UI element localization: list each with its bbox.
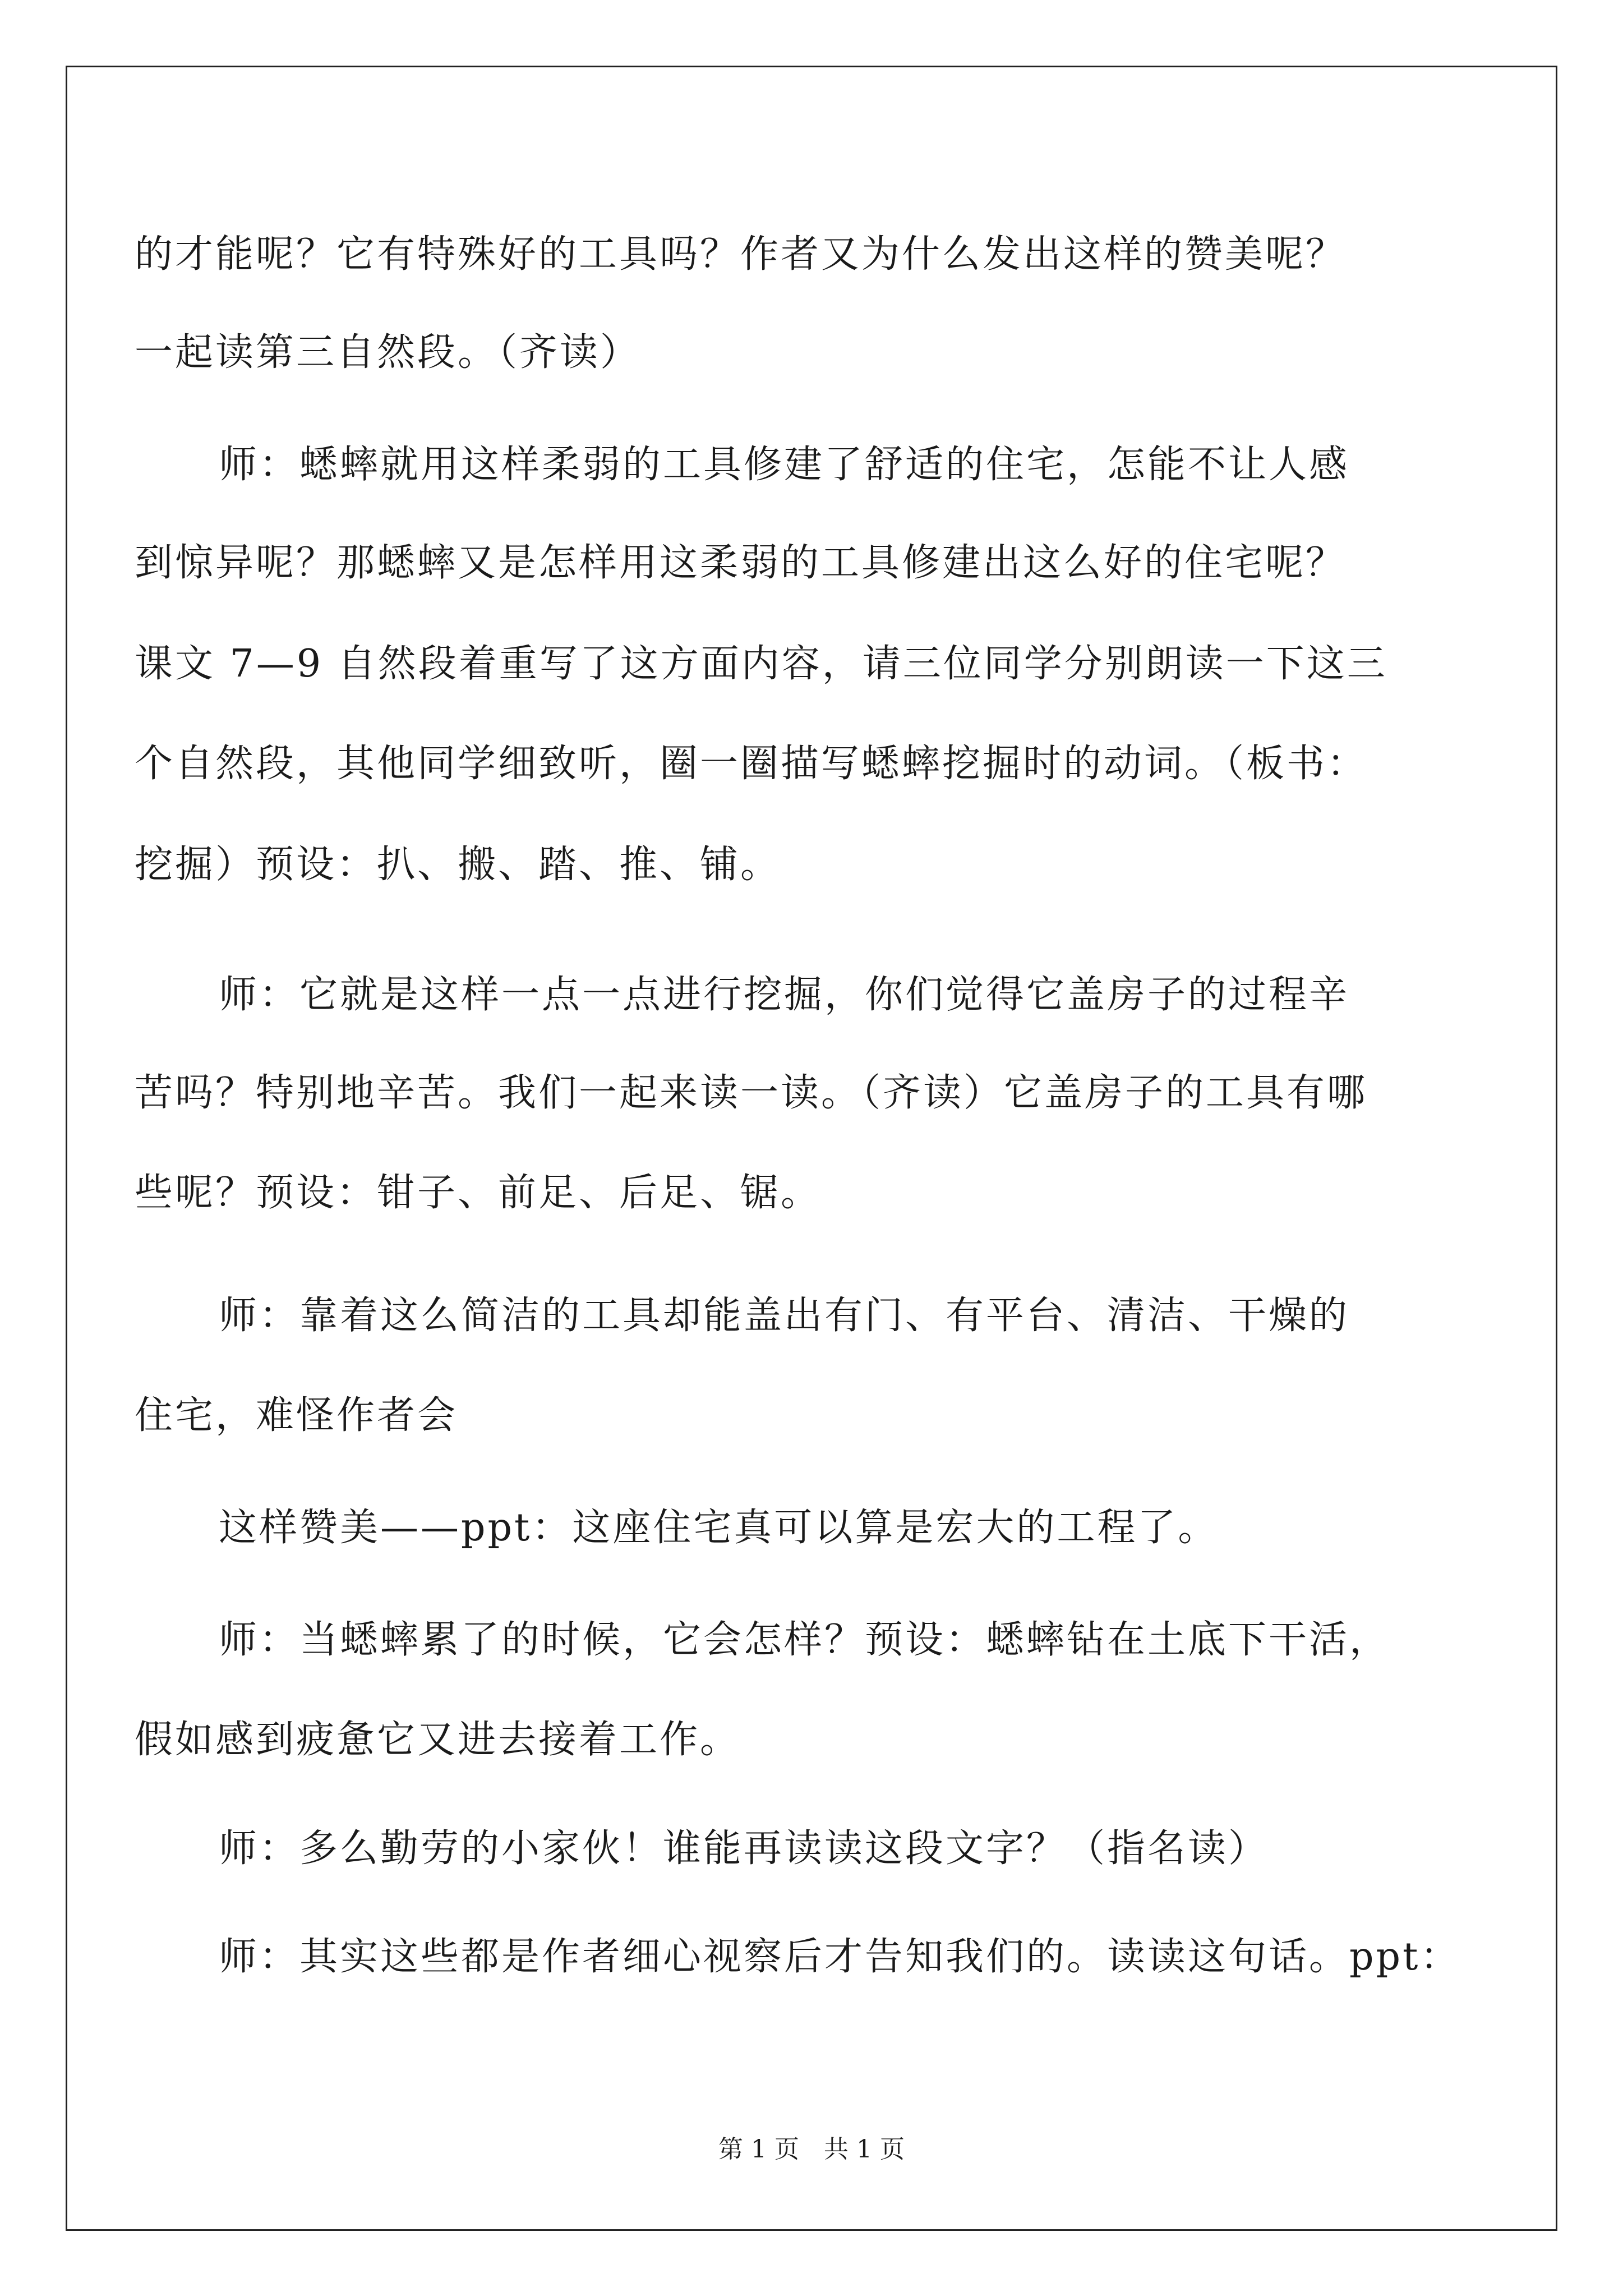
- text-line: 师：多么勤劳的小家伙！谁能再读读这段文字？（指名读）: [219, 1826, 1269, 1871]
- text-line: 苦吗？特别地辛苦。我们一起来读一读。（齐读）它盖房子的工具有哪: [135, 1071, 1368, 1115]
- text-line: 些呢？预设：钳子、前足、后足、锯。: [135, 1171, 822, 1215]
- text-line: 到惊异呢？那蟋蟀又是怎样用这柔弱的工具修建出这么好的住宅呢？: [135, 541, 1347, 585]
- text-line: 师：当蟋蟀累了的时候，它会怎样？预设：蟋蟀钻在土底下干活，: [219, 1618, 1390, 1662]
- text-line: 师：靠着这么简洁的工具却能盖出有门、有平台、清洁、干燥的: [219, 1294, 1350, 1338]
- text-line: 师：它就是这样一点一点进行挖掘，你们觉得它盖房子的过程辛: [219, 973, 1350, 1017]
- page-footer: 第 1 页 共 1 页: [718, 2135, 905, 2164]
- text-line: 住宅，难怪作者会: [135, 1393, 458, 1438]
- text-line: 师：其实这些都是作者细心视察后才告知我们的。读读这句话。ppt：: [219, 1935, 1461, 1979]
- text-line: 个自然段，其他同学细致听，圈一圈描写蟋蟀挖掘时的动词。（板书：: [135, 742, 1368, 786]
- text-line: 的才能呢？它有特殊好的工具吗？作者又为什么发出这样的赞美呢？: [135, 232, 1347, 277]
- text-line: 假如感到疲惫它又进去接着工作。: [135, 1718, 741, 1762]
- page-border: [66, 66, 1557, 2231]
- text-line: 一起读第三自然段。（齐读）: [135, 330, 641, 375]
- text-line: 课文 7—9 自然段着重写了这方面内容，请三位同学分别朗读一下这三: [135, 642, 1387, 686]
- text-line: 挖掘）预设：扒、搬、踏、推、铺。: [135, 843, 781, 887]
- text-line: 这样赞美——ppt：这座住宅真可以算是宏大的工程了。: [219, 1506, 1219, 1550]
- text-line: 师：蟋蟀就用这样柔弱的工具修建了舒适的住宅，怎能不让人感: [219, 443, 1350, 487]
